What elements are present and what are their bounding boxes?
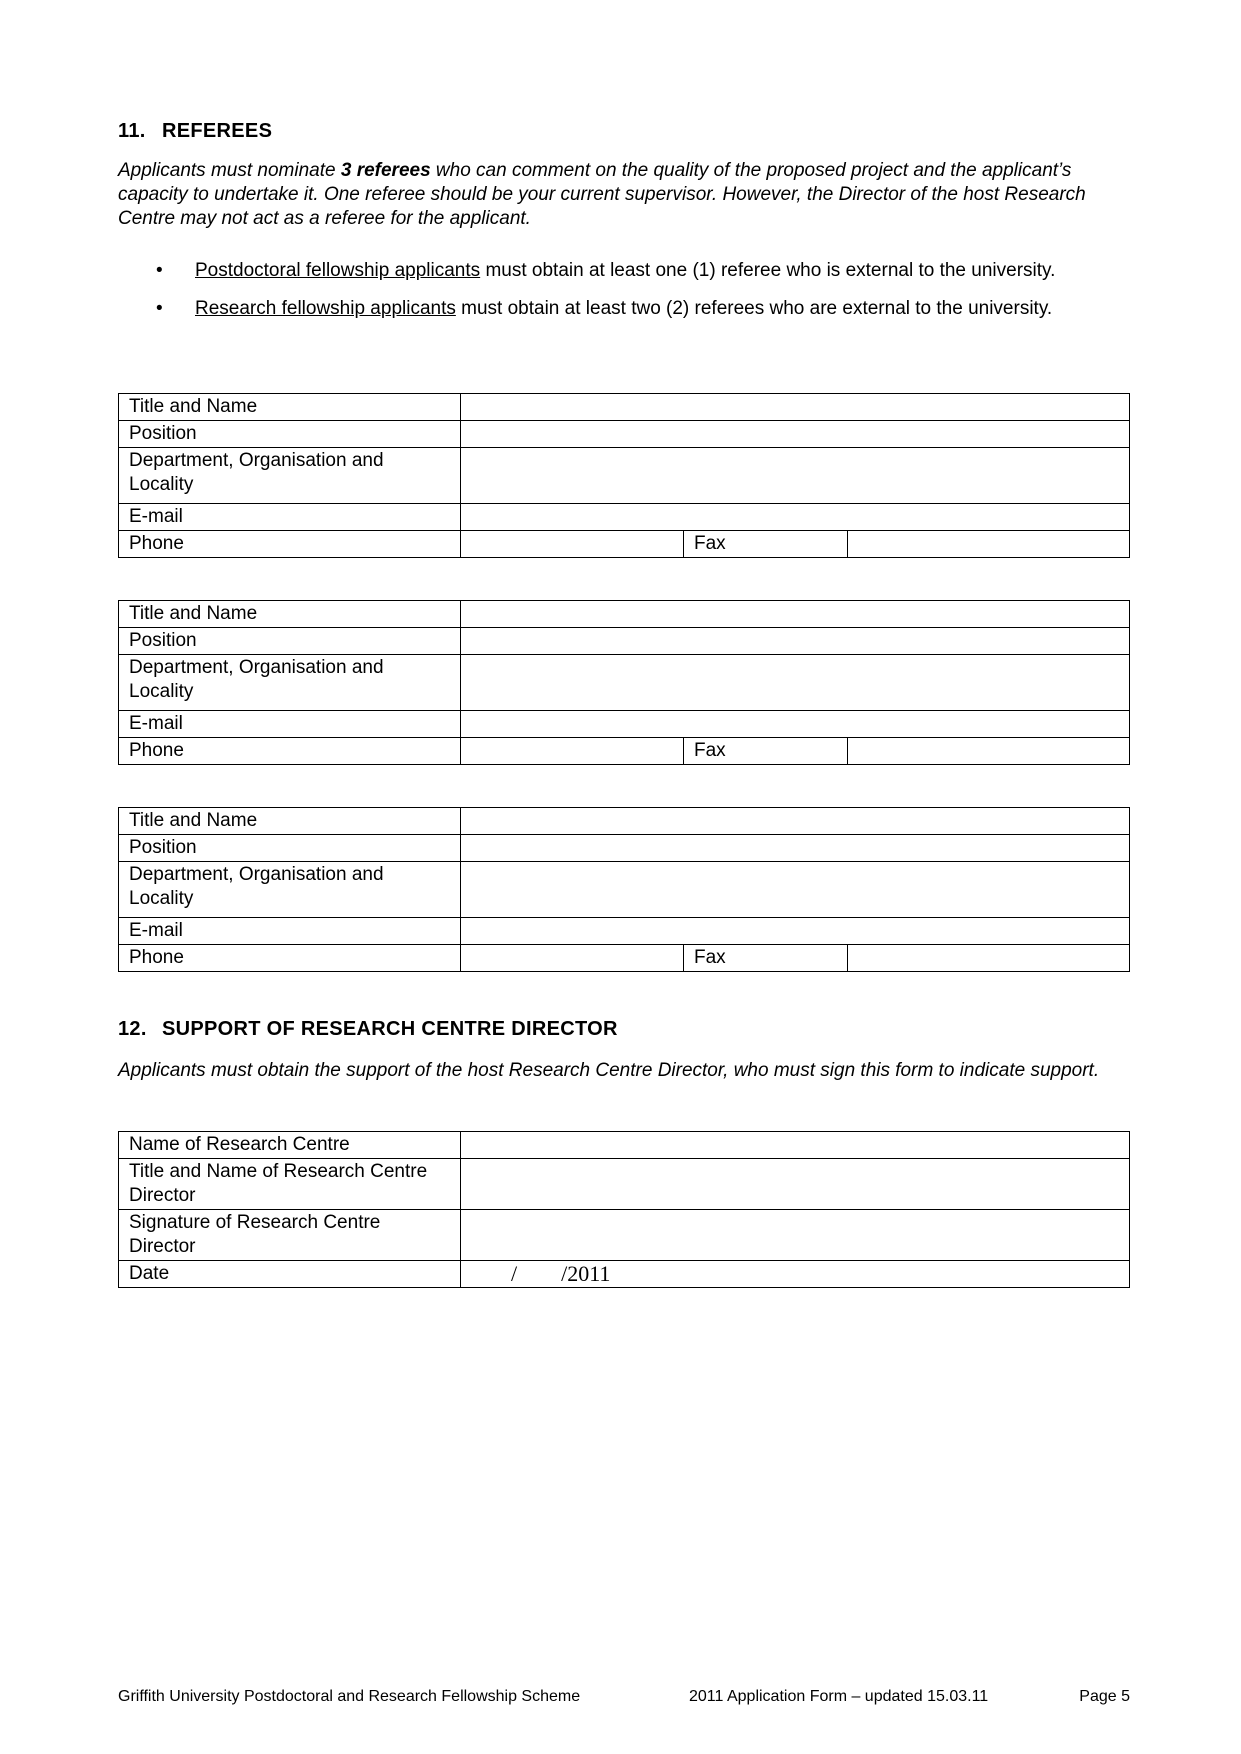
phone-label: Phone	[119, 531, 461, 558]
email-label: E-mail	[119, 918, 461, 945]
bullet-icon: •	[156, 298, 163, 319]
signature-label: Signature of Research Centre Director	[119, 1210, 461, 1261]
intro-text: who can comment on the quality of the proposed project and the applicant’s capacity to undertake it. One referee should be your current supervisor. However, the Director of the host Research Centre may not act as a referee for the applicant.	[118, 160, 1086, 229]
fax-label: Fax	[684, 531, 848, 558]
referee-2-phone-field[interactable]	[461, 738, 684, 765]
centre-name-field[interactable]	[461, 1132, 1130, 1159]
section-11-heading	[118, 120, 272, 143]
section-title: REFEREES	[162, 120, 273, 142]
title-name-label: Title and Name	[119, 394, 461, 421]
intro-text: Applicants must nominate	[118, 160, 341, 181]
email-label: E-mail	[119, 504, 461, 531]
intro-bold-text: 3 referees	[340, 160, 431, 181]
section-12-intro: Applicants must obtain the support of the host Research Centre Director, who must sign this form to indicate support.	[118, 1060, 1100, 1081]
list-item	[118, 259, 1130, 283]
referee-requirements-list	[118, 259, 1130, 335]
footer-scheme: Griffith University Postdoctoral and Research Fellowship Scheme	[118, 1688, 581, 1705]
section-11-intro	[118, 159, 1130, 231]
bullet-icon: •	[156, 260, 163, 281]
title-name-label: Title and Name	[119, 808, 461, 835]
section-12-heading	[118, 1018, 618, 1041]
underlined-text: Research fellowship applicants	[195, 298, 456, 319]
date-field[interactable]: / /2011	[461, 1261, 1130, 1288]
referee-2-email-field[interactable]	[461, 711, 1130, 738]
referee-3-email-field[interactable]	[461, 918, 1130, 945]
referee-1-fax-field[interactable]	[848, 531, 1130, 558]
director-support-table	[118, 1131, 1130, 1288]
referee-2-position-field[interactable]	[461, 628, 1130, 655]
referee-3-title-name-field[interactable]	[461, 808, 1130, 835]
referee-1-title-name-field[interactable]	[461, 394, 1130, 421]
director-name-label: Title and Name of Research Centre Director	[119, 1159, 461, 1210]
centre-name-label: Name of Research Centre	[119, 1132, 461, 1159]
section-title: SUPPORT OF RESEARCH CENTRE DIRECTOR	[162, 1018, 618, 1040]
underlined-text: Postdoctoral fellowship applicants	[195, 260, 481, 281]
footer-form-version: 2011 Application Form – updated 15.03.11	[689, 1688, 989, 1705]
position-label: Position	[119, 835, 461, 862]
referee-3-fax-field[interactable]	[848, 945, 1130, 972]
referee-1-position-field[interactable]	[461, 421, 1130, 448]
fax-label: Fax	[684, 945, 848, 972]
referee-3-phone-field[interactable]	[461, 945, 684, 972]
bullet-text: must obtain at least one (1) referee who is external to the university.	[480, 260, 1056, 281]
referee-2-table	[118, 600, 1130, 765]
position-label: Position	[119, 421, 461, 448]
signature-field[interactable]	[461, 1210, 1130, 1261]
date-label: Date	[119, 1261, 461, 1288]
title-name-label: Title and Name	[119, 601, 461, 628]
footer-page-number: Page 5	[1079, 1688, 1130, 1705]
referee-2-department-field[interactable]	[461, 655, 1130, 711]
bullet-text: must obtain at least two (2) referees who are external to the university.	[455, 298, 1053, 319]
referee-3-department-field[interactable]	[461, 862, 1130, 918]
phone-label: Phone	[119, 738, 461, 765]
section-number: 11.	[118, 120, 146, 142]
director-name-field[interactable]	[461, 1159, 1130, 1210]
phone-label: Phone	[119, 945, 461, 972]
email-label: E-mail	[119, 711, 461, 738]
referee-1-phone-field[interactable]	[461, 531, 684, 558]
referee-1-department-field[interactable]	[461, 448, 1130, 504]
list-item	[118, 297, 1130, 321]
department-label: Department, Organisation and Locality	[119, 448, 461, 504]
section-number: 12.	[118, 1018, 147, 1040]
department-label: Department, Organisation and Locality	[119, 862, 461, 918]
fax-label: Fax	[684, 738, 848, 765]
position-label: Position	[119, 628, 461, 655]
referee-1-table	[118, 393, 1130, 558]
referee-1-email-field[interactable]	[461, 504, 1130, 531]
referee-2-fax-field[interactable]	[848, 738, 1130, 765]
department-label: Department, Organisation and Locality	[119, 655, 461, 711]
referee-3-position-field[interactable]	[461, 835, 1130, 862]
referee-3-table	[118, 807, 1130, 972]
referee-2-title-name-field[interactable]	[461, 601, 1130, 628]
